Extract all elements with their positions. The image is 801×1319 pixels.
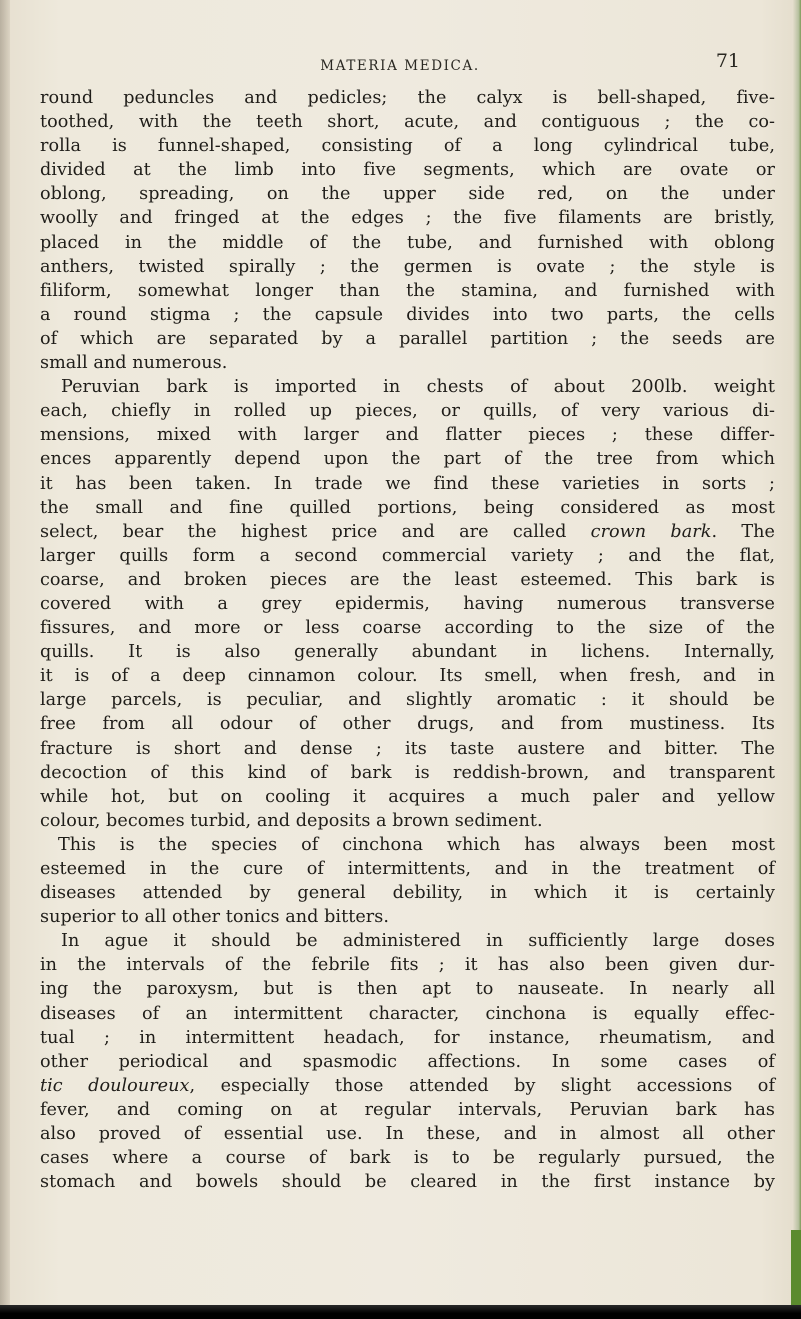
running-title: MATERIA MEDICA. [320,58,480,74]
text-line: fracture is short and dense ; its taste austere and bitter. The [40,738,775,759]
text-line: tual ; in intermittent headach, for instance, rheumatism, and [40,1027,775,1048]
text-line: select, bear the highest price and are called crown bark. The [40,521,775,542]
text-line: cases where a course of bark is to be regularly pursued, the [40,1148,775,1169]
text-line: round peduncles and pedicles; the calyx is bell-shaped, five- [40,88,775,108]
body-text [40,86,775,1194]
page-right-edge [793,0,801,1319]
text-line: covered with a grey epidermis, having numerous transverse [40,593,775,614]
text-line: anthers, twisted spirally ; the germen is ovate ; the style is [40,256,775,277]
text-line: tic douloureux, especially those attended by slight accessions of [40,1075,776,1096]
text-line: fissures, and more or less coarse according to the size of the [40,618,775,639]
text-line: placed in the middle of the tube, and furnished with oblong [40,232,775,253]
text-line: decoction of this kind of bark is reddish-brown, and transparent [40,762,775,783]
italic-term: tic douloureux [40,1075,190,1096]
text-line: large parcels, is peculiar, and slightly aromatic : it should be [40,690,775,711]
text-line: quills. It is also generally abundant in lichens. Internally, [40,642,775,663]
text-line: small and numerous. [40,353,228,374]
text-line: colour, becomes turbid, and deposits a brown sediment. [40,810,543,831]
italic-term: crown bark [590,521,712,542]
text-line: mensions, mixed with larger and flatter pieces ; these differ- [40,425,775,446]
text-line: of which are separated by a parallel partition ; the seeds are [40,328,775,349]
text-line: diseases of an intermittent character, cinchona is equally effec- [40,1003,775,1024]
text-line: it has been taken. In trade we find these varieties in sorts ; [40,473,775,494]
text-line: ences apparently depend upon the part of the tree from which [40,449,775,470]
text-line: also proved of essential use. In these, and in almost all other [40,1124,775,1145]
text-line: diseases attended by general debility, in which it is certainly [40,883,775,904]
text-line: divided at the limb into five segments, which are ovate or [40,160,775,181]
text-line: in the intervals of the febrile fits ; it has also been given dur- [40,955,775,976]
text-line: while hot, but on cooling it acquires a much paler and yellow [40,786,775,807]
text-line: stomach and bowels should be cleared in the first instance by [40,1172,775,1193]
text-line: free from all odour of other drugs, and from mustiness. Its [40,714,775,735]
text-line: each, chiefly in rolled up pieces, or quills, of very various di- [40,401,775,422]
text-line: filiform, somewhat longer than the stamina, and furnished with [40,280,775,301]
page-number: 71 [715,50,740,72]
text-line: superior to all other tonics and bitters. [40,907,389,928]
text-line: it is of a deep cinnamon colour. Its smell, when fresh, and in [40,666,775,687]
scan-bottom-edge [0,1305,801,1319]
text-line: a round stigma ; the capsule divides into two parts, the cells [40,304,775,325]
text-line: This is the species of cinchona which has always been most [58,834,775,855]
text-line: esteemed in the cure of intermittents, and in the treatment of [40,859,775,879]
text-line: toothed, with the teeth short, acute, and contiguous ; the co- [40,112,775,133]
page-header [60,50,740,80]
text-line: oblong, spreading, on the upper side red, on the under [40,184,775,205]
text-line: Peruvian bark is imported in chests of about 200lb. weight [61,377,775,398]
text-line: larger quills form a second commercial variety ; and the flat, [40,545,775,566]
text-line: In ague it should be administered in sufficiently large doses [61,931,775,952]
text-line: other periodical and spasmodic affections. In some cases of [40,1051,775,1072]
text-line: woolly and fringed at the edges ; the five filaments are bristly, [40,208,775,229]
text-line: the small and fine quilled portions, being considered as most [40,497,775,518]
text-line: rolla is funnel-shaped, consisting of a long cylindrical tube, [40,136,775,157]
text-line: fever, and coming on at regular intervals, Peruvian bark has [40,1099,775,1120]
text-line: coarse, and broken pieces are the least esteemed. This bark is [40,569,775,590]
page-binding-shadow [0,0,10,1319]
text-line: ing the paroxysm, but is then apt to nauseate. In nearly all [40,979,775,1000]
